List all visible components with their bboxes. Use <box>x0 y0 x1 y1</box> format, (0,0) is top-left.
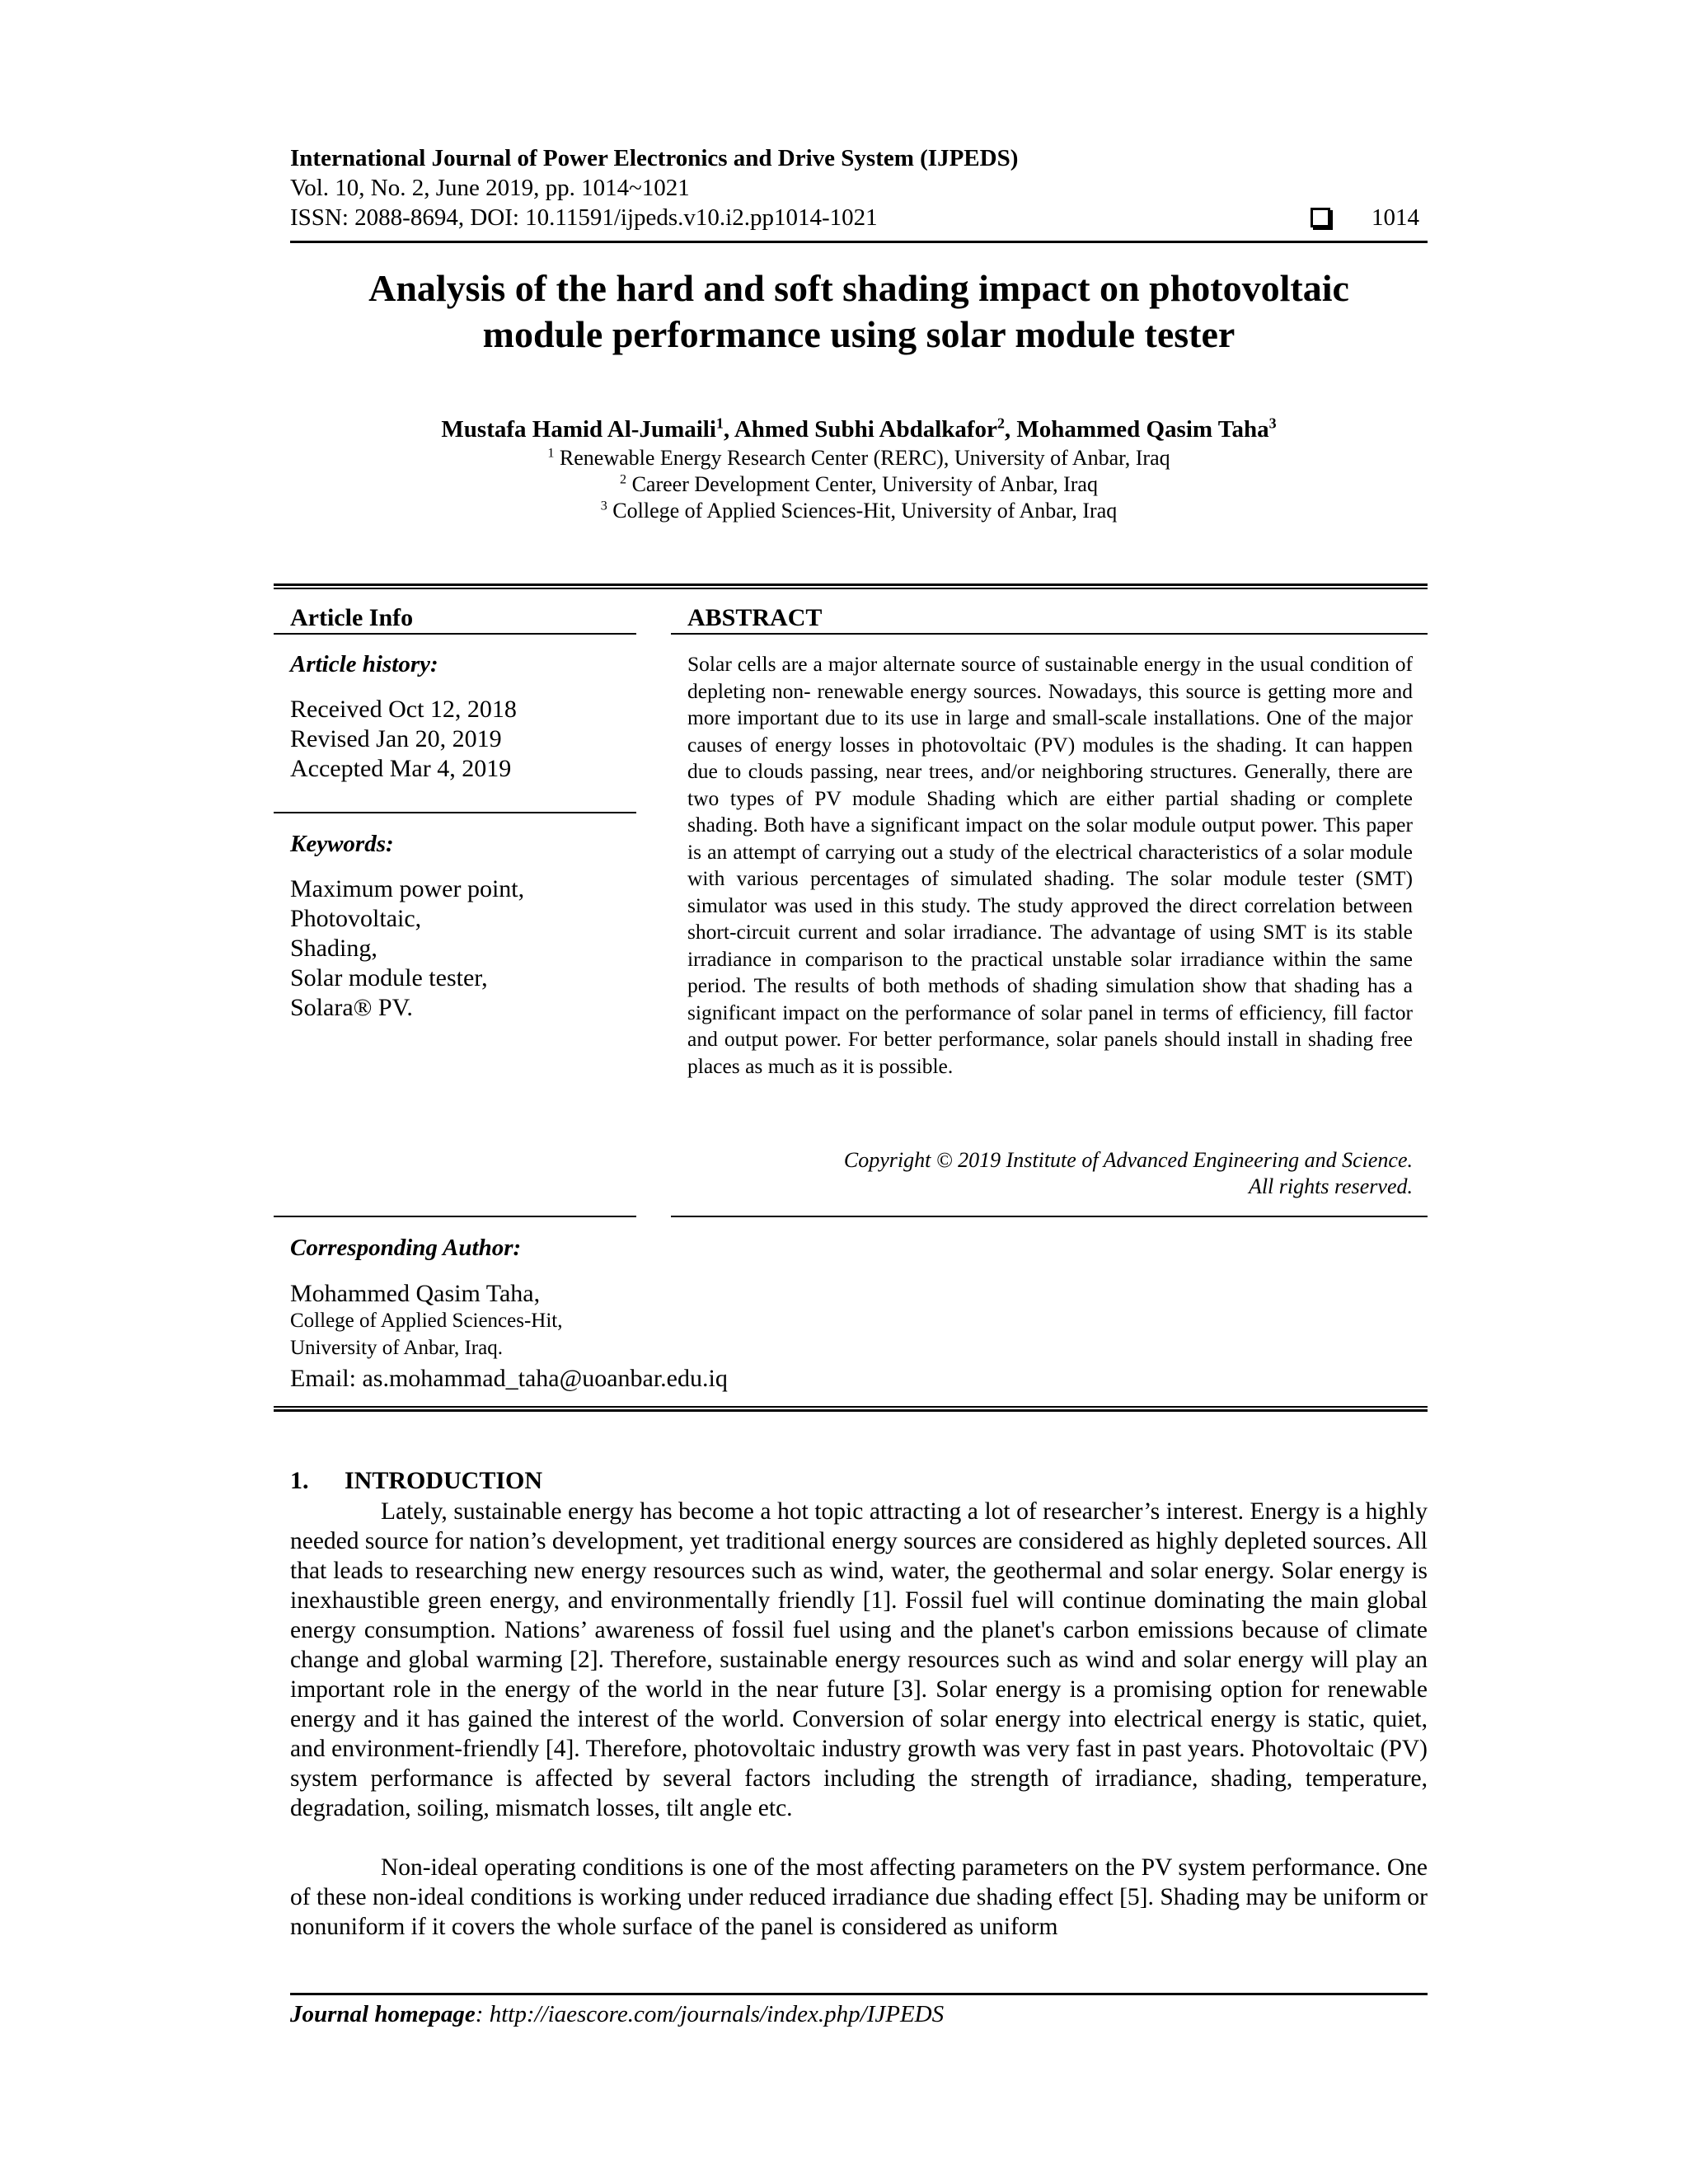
article-info-rule <box>274 633 636 635</box>
author-name: Ahmed Subhi Abdalkafor <box>734 416 997 443</box>
keywords-heading: Keywords: <box>290 831 394 857</box>
corresponding-email: Email: as.mohammad_taha@uoanbar.edu.iq <box>290 1365 728 1392</box>
keywords-rule <box>274 812 636 813</box>
corresponding-university: University of Anbar, Iraq. <box>290 1337 503 1359</box>
keyword-item: Solar module tester, <box>290 964 488 991</box>
journal-homepage: Journal homepage: http://iaescore.com/journals/index.php/IJPEDS <box>290 2001 945 2027</box>
homepage-label: Journal homepage <box>290 2001 476 2027</box>
info-box-top-rule <box>274 583 1428 586</box>
section-number: 1. <box>290 1467 309 1494</box>
author-sup: 1 <box>715 415 724 432</box>
info-left-bottom-rule <box>274 1216 636 1217</box>
received-date: Received Oct 12, 2018 <box>290 696 517 723</box>
author-name: Mustafa Hamid Al-Jumaili <box>441 416 716 443</box>
author-sup: 2 <box>996 415 1005 432</box>
revised-date: Revised Jan 20, 2019 <box>290 725 502 752</box>
journal-issn-doi: ISSN: 2088-8694, DOI: 10.11591/ijpeds.v10.i2.pp1014-1021 <box>290 204 878 231</box>
author-name: Mohammed Qasim Taha <box>1016 416 1269 443</box>
info-right-bottom-rule <box>671 1216 1428 1217</box>
footer-rule <box>290 1993 1428 1995</box>
author-list: Mustafa Hamid Al-Jumaili$^1$, Ahmed Subhi Abdalkafor$^2$, Mohammed Qasim Taha$^3$ <box>441 415 1277 443</box>
keyword-item: Solara® PV. <box>290 994 413 1021</box>
info-box-bottom-rule <box>274 1409 1428 1412</box>
corresponding-college: College of Applied Sciences-Hit, <box>290 1310 563 1332</box>
intro-paragraph-1: Lately, sustainable energy has become a hot topic attracting a lot of researcher’s interest. Energy is a highly needed source for nation’s development, yet traditional energy sources are considered as highly depleted sources. All that leads to researching new energy resources such as wind, water, the geothermal and solar energy. Solar energy is inexhaustible green energy, and environmentally friendly [1]. Fossil fuel will continue dominating the main global energy consumption. Nations’ awareness of fossil fuel using and the planet's carbon emissions because of climate change and global warming [2]. Therefore, sustainable energy resources such as wind and solar energy will play an important role in the energy of the world in the near future [3]. Solar energy is a promising option for renewable energy and it has gained the interest of the world. Conversion of solar energy into electrical energy is static, quiet, and environment-friendly [4]. Therefore, photovoltaic industry growth was very fast in past years. Photovoltaic (PV) system performance is affected by several factors including the strength of irradiance, shading, temperature, degradation, soiling, mismatch losses, tilt angle etc. <box>290 1498 1428 1821</box>
paper-title <box>290 265 1428 358</box>
author-sup: 3 <box>1268 415 1277 432</box>
affiliation-1: $^1$ Renewable Energy Research Center (RERC), University of Anbar, Iraq <box>547 446 1170 470</box>
affiliation-3: $^3$ College of Applied Sciences-Hit, University of Anbar, Iraq <box>600 499 1118 523</box>
journal-name: International Journal of Power Electronics and Drive System (IJPEDS) <box>290 145 1019 171</box>
keyword-item: Photovoltaic, <box>290 905 422 932</box>
title-line-1: Analysis of the hard and soft shading impact on photovoltaic <box>368 267 1349 309</box>
page-number: 1014 <box>1372 204 1419 231</box>
section-title: INTRODUCTION <box>345 1467 543 1494</box>
corresponding-author-heading: Corresponding Author: <box>290 1235 522 1261</box>
intro-paragraph-2: Non-ideal operating conditions is one of the most affecting parameters on the PV system performance. One of these non-ideal conditions is working under reduced irradiance due shading effect [5]. Shading may be uniform or nonuniform if it covers the whole surface of the panel is considered as uniform <box>290 1854 1428 1940</box>
keyword-item: Maximum power point, <box>290 875 525 902</box>
abstract-heading: ABSTRACT <box>687 604 823 631</box>
accepted-date: Accepted Mar 4, 2019 <box>290 755 512 782</box>
keyword-item: Shading, <box>290 935 377 962</box>
article-history-heading: Article history: <box>290 651 438 677</box>
title-line-2: module performance using solar module tester <box>482 313 1236 355</box>
corresponding-name: Mohammed Qasim Taha, <box>290 1280 541 1307</box>
info-box-top-rule-thin <box>274 588 1428 589</box>
article-info-heading: Article Info <box>290 604 414 631</box>
affiliation-2: $^2$ Career Development Center, University of Anbar, Iraq <box>620 472 1098 496</box>
section-heading-introduction <box>290 1467 542 1495</box>
copyright-line: Copyright © 2019 Institute of Advanced Engineering and Science. <box>843 1148 1413 1172</box>
info-box-bottom-rule-thin <box>274 1406 1428 1408</box>
square-box-icon <box>1311 208 1330 227</box>
header-rule <box>290 241 1428 243</box>
abstract-rule <box>671 633 1428 635</box>
homepage-url[interactable]: http://iaescore.com/journals/index.php/IJPEDS <box>489 2001 945 2027</box>
copyright-rights: All rights reserved. <box>1248 1174 1413 1198</box>
journal-volume: Vol. 10, No. 2, June 2019, pp. 1014~1021 <box>290 175 690 201</box>
abstract-text: Solar cells are a major alternate source of sustainable energy in the usual condition of depleting non- renewable energy sources. Nowadays, this source is getting more and more important due to its use in large and small-scale installations. One of the major causes of energy losses in photovoltaic (PV) modules is the shading. It can happen due to clouds passing, near trees, and/or neighboring structures. Generally, there are two types of PV module Shading which are either partial shading or complete shading. Both have a significant impact on the solar module output power. This paper is an attempt of carrying out a study of the electrical characteristics of a solar module with various percentages of simulated shading. The solar module tester (SMT) simulator was used in this study. The study approved the direct correlation between short-circuit current and solar irradiance. The advantage of using SMT is its stable irradiance in comparison to the practical unstable solar irradiance within the same period. The results of both methods of shading simulation show that shading has a significant impact on the performance of solar panel in terms of efficiency, fill factor and output power. For better performance, solar panels should install in shading free places as much as it is possible. <box>687 652 1413 1078</box>
